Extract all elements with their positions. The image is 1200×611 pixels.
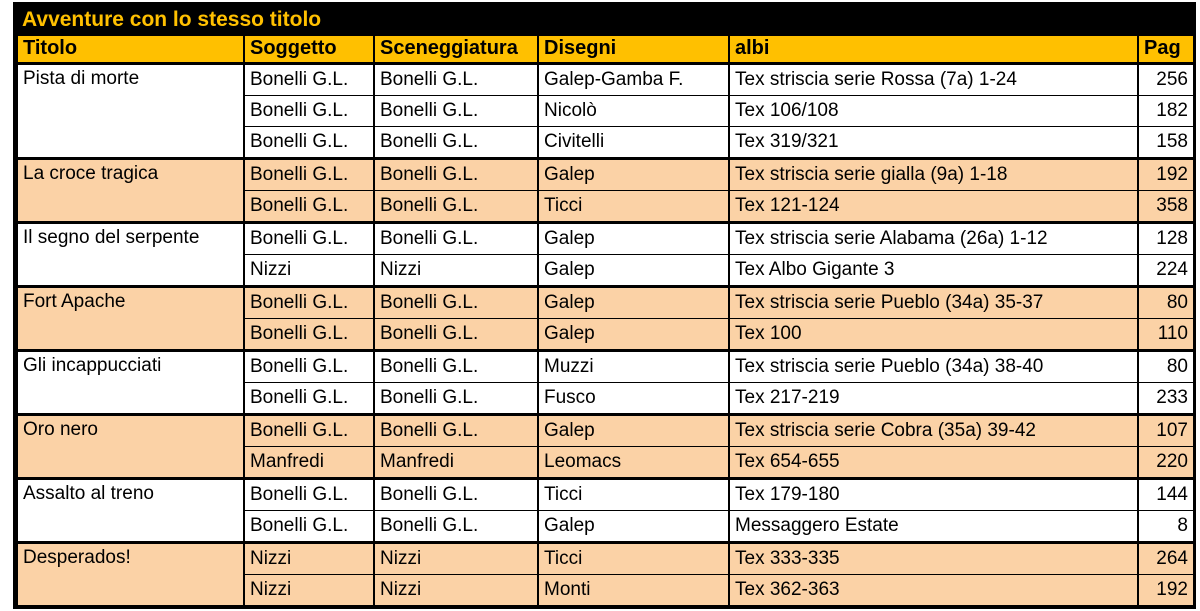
cell-albi: Tex 106/108 bbox=[729, 96, 1138, 127]
cell-pag: 110 bbox=[1138, 319, 1194, 351]
cell-pag: 107 bbox=[1138, 415, 1194, 447]
cell-sceneggiatura: Bonelli G.L. bbox=[374, 96, 538, 127]
cell-soggetto: Nizzi bbox=[244, 255, 374, 287]
cell-pag: 233 bbox=[1138, 383, 1194, 415]
table-row bbox=[17, 479, 1194, 511]
cell-pag: 224 bbox=[1138, 255, 1194, 287]
cell-titolo: Assalto al treno bbox=[17, 479, 244, 543]
cell-sceneggiatura: Bonelli G.L. bbox=[374, 159, 538, 191]
cell-sceneggiatura: Bonelli G.L. bbox=[374, 351, 538, 383]
cell-pag: 80 bbox=[1138, 351, 1194, 383]
cell-albi: Tex striscia serie Pueblo (34a) 38-40 bbox=[729, 351, 1138, 383]
table-row bbox=[17, 543, 1194, 575]
cell-soggetto: Bonelli G.L. bbox=[244, 96, 374, 127]
cell-disegni: Monti bbox=[538, 575, 729, 606]
cell-soggetto: Bonelli G.L. bbox=[244, 223, 374, 255]
cell-pag: 264 bbox=[1138, 543, 1194, 575]
cell-titolo: Fort Apache bbox=[17, 287, 244, 351]
cell-sceneggiatura: Bonelli G.L. bbox=[374, 479, 538, 511]
cell-disegni: Galep bbox=[538, 415, 729, 447]
cell-pag: 8 bbox=[1138, 511, 1194, 543]
cell-soggetto: Bonelli G.L. bbox=[244, 319, 374, 351]
column-header-soggetto: Soggetto bbox=[244, 35, 374, 64]
cell-albi: Tex striscia serie Cobra (35a) 39-42 bbox=[729, 415, 1138, 447]
cell-soggetto: Bonelli G.L. bbox=[244, 191, 374, 223]
cell-titolo: Pista di morte bbox=[17, 64, 244, 159]
cell-titolo: La croce tragica bbox=[17, 159, 244, 223]
cell-albi: Tex striscia serie Alabama (26a) 1-12 bbox=[729, 223, 1138, 255]
cell-sceneggiatura: Nizzi bbox=[374, 543, 538, 575]
cell-pag: 192 bbox=[1138, 575, 1194, 606]
cell-sceneggiatura: Bonelli G.L. bbox=[374, 223, 538, 255]
cell-albi: Tex 100 bbox=[729, 319, 1138, 351]
table-row bbox=[17, 415, 1194, 447]
cell-disegni: Muzzi bbox=[538, 351, 729, 383]
cell-disegni: Ticci bbox=[538, 543, 729, 575]
cell-disegni: Galep bbox=[538, 223, 729, 255]
cell-sceneggiatura: Bonelli G.L. bbox=[374, 511, 538, 543]
cell-sceneggiatura: Bonelli G.L. bbox=[374, 64, 538, 96]
column-header-pag: Pag bbox=[1138, 35, 1194, 64]
adventures-table bbox=[16, 34, 1195, 606]
cell-albi: Tex striscia serie Rossa (7a) 1-24 bbox=[729, 64, 1138, 96]
cell-albi: Messaggero Estate bbox=[729, 511, 1138, 543]
cell-soggetto: Bonelli G.L. bbox=[244, 511, 374, 543]
column-header-sceneggiatura: Sceneggiatura bbox=[374, 35, 538, 64]
cell-disegni: Leomacs bbox=[538, 447, 729, 479]
cell-albi: Tex 333-335 bbox=[729, 543, 1138, 575]
cell-albi: Tex Albo Gigante 3 bbox=[729, 255, 1138, 287]
cell-titolo: Gli incappucciati bbox=[17, 351, 244, 415]
table-row bbox=[17, 287, 1194, 319]
cell-albi: Tex 319/321 bbox=[729, 127, 1138, 159]
cell-titolo: Il segno del serpente bbox=[17, 223, 244, 287]
header-row bbox=[17, 35, 1194, 64]
cell-pag: 220 bbox=[1138, 447, 1194, 479]
cell-soggetto: Bonelli G.L. bbox=[244, 287, 374, 319]
cell-disegni: Nicolò bbox=[538, 96, 729, 127]
cell-pag: 144 bbox=[1138, 479, 1194, 511]
cell-albi: Tex 654-655 bbox=[729, 447, 1138, 479]
cell-pag: 80 bbox=[1138, 287, 1194, 319]
cell-pag: 256 bbox=[1138, 64, 1194, 96]
column-header-albi: albi bbox=[729, 35, 1138, 64]
cell-soggetto: Manfredi bbox=[244, 447, 374, 479]
cell-albi: Tex striscia serie Pueblo (34a) 35-37 bbox=[729, 287, 1138, 319]
cell-disegni: Ticci bbox=[538, 191, 729, 223]
cell-sceneggiatura: Nizzi bbox=[374, 255, 538, 287]
cell-pag: 358 bbox=[1138, 191, 1194, 223]
cell-disegni: Galep bbox=[538, 255, 729, 287]
table-body bbox=[17, 64, 1194, 606]
table-title: Avventure con lo stesso titolo bbox=[16, 5, 1193, 34]
cell-disegni: Galep bbox=[538, 159, 729, 191]
cell-albi: Tex 179-180 bbox=[729, 479, 1138, 511]
cell-soggetto: Nizzi bbox=[244, 543, 374, 575]
column-header-titolo: Titolo bbox=[17, 35, 244, 64]
cell-disegni: Galep bbox=[538, 287, 729, 319]
cell-disegni: Civitelli bbox=[538, 127, 729, 159]
cell-sceneggiatura: Bonelli G.L. bbox=[374, 415, 538, 447]
cell-sceneggiatura: Bonelli G.L. bbox=[374, 127, 538, 159]
cell-disegni: Galep bbox=[538, 511, 729, 543]
cell-pag: 128 bbox=[1138, 223, 1194, 255]
cell-soggetto: Bonelli G.L. bbox=[244, 479, 374, 511]
cell-disegni: Galep-Gamba F. bbox=[538, 64, 729, 96]
cell-sceneggiatura: Bonelli G.L. bbox=[374, 191, 538, 223]
cell-titolo: Oro nero bbox=[17, 415, 244, 479]
table-row bbox=[17, 223, 1194, 255]
cell-albi: Tex 362-363 bbox=[729, 575, 1138, 606]
cell-pag: 158 bbox=[1138, 127, 1194, 159]
cell-soggetto: Bonelli G.L. bbox=[244, 351, 374, 383]
table-row bbox=[17, 159, 1194, 191]
cell-titolo: Desperados! bbox=[17, 543, 244, 606]
adventures-table-sheet bbox=[13, 2, 1196, 609]
cell-albi: Tex 121-124 bbox=[729, 191, 1138, 223]
table-row bbox=[17, 351, 1194, 383]
cell-soggetto: Bonelli G.L. bbox=[244, 383, 374, 415]
cell-disegni: Galep bbox=[538, 319, 729, 351]
cell-soggetto: Bonelli G.L. bbox=[244, 64, 374, 96]
cell-sceneggiatura: Bonelli G.L. bbox=[374, 287, 538, 319]
cell-soggetto: Bonelli G.L. bbox=[244, 415, 374, 447]
cell-soggetto: Bonelli G.L. bbox=[244, 159, 374, 191]
cell-sceneggiatura: Nizzi bbox=[374, 575, 538, 606]
cell-disegni: Ticci bbox=[538, 479, 729, 511]
cell-albi: Tex 217-219 bbox=[729, 383, 1138, 415]
cell-sceneggiatura: Manfredi bbox=[374, 447, 538, 479]
cell-albi: Tex striscia serie gialla (9a) 1-18 bbox=[729, 159, 1138, 191]
table-row bbox=[17, 64, 1194, 96]
cell-soggetto: Bonelli G.L. bbox=[244, 127, 374, 159]
cell-soggetto: Nizzi bbox=[244, 575, 374, 606]
cell-disegni: Fusco bbox=[538, 383, 729, 415]
cell-sceneggiatura: Bonelli G.L. bbox=[374, 319, 538, 351]
cell-sceneggiatura: Bonelli G.L. bbox=[374, 383, 538, 415]
column-header-disegni: Disegni bbox=[538, 35, 729, 64]
cell-pag: 182 bbox=[1138, 96, 1194, 127]
cell-pag: 192 bbox=[1138, 159, 1194, 191]
